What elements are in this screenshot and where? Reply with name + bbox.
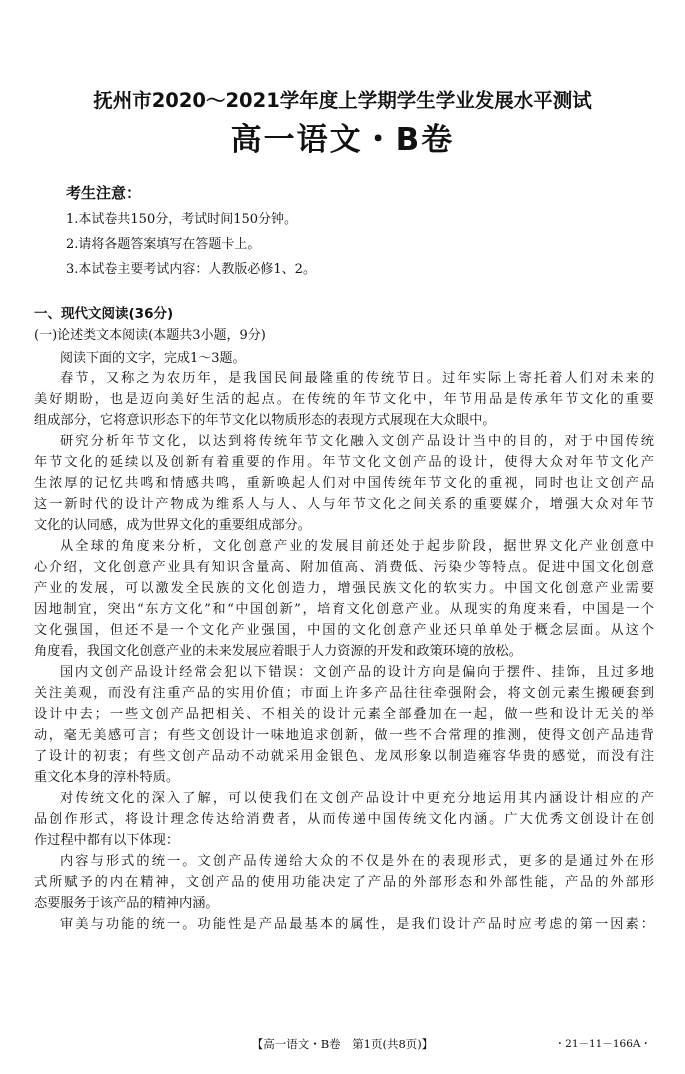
body-line: 作过程中都有以下体现： <box>34 833 180 848</box>
notice-item-1: 1.本试卷共150分，考试时间150分钟。 <box>66 212 298 227</box>
body-line: 重文化本身的淳朴特质。 <box>34 770 180 785</box>
body-line: 态要服务于该产品的精神内涵。 <box>34 896 219 911</box>
body-line: 心介绍，文化创意产业具有知识含量高、附加值高、消费低、污染少等特点。促进中国文化创意 <box>34 560 654 575</box>
exam-title: 抚州市2020～2021学年度上学期学生学业发展水平测试 <box>93 89 592 112</box>
body-line: 文化强国，但还不是一个文化产业强国，中国的文化创意产业还只单单处于概念层面。从这个 <box>34 623 654 638</box>
section-subtitle: (一)论述类文本阅读(本题共3小题，9分) <box>34 328 266 343</box>
footer-page-info: 【高一语文・B卷 第1页(共8页)】 <box>251 1037 434 1051</box>
body-line: 国内文创产品设计经常会犯以下错误：文创产品的设计方向是偏向于摆件、挂饰，且过多地 <box>60 665 654 680</box>
body-line: 内容与形式的统一。文创产品传递给大众的不仅是外在的表现形式，更多的是通过外在形 <box>60 854 654 869</box>
body-line: 审美与功能的统一。功能性是产品最基本的属性，是我们设计产品时应考虑的第一因素： <box>60 917 654 932</box>
notice-item-3: 3.本试卷主要考试内容：人教版必修1、2。 <box>66 262 316 277</box>
body-line: 春节，又称之为农历年，是我国民间最隆重的传统节日。过年实际上寄托着人们对未来的 <box>60 371 654 386</box>
notice-item-2: 2.请将各题答案填写在答题卡上。 <box>66 237 261 252</box>
body-line: 美好期盼，也是迈向美好生活的起点。在传统的年节文化中，年节用品是传承年节文化的重要 <box>34 392 654 407</box>
section-instruction: 阅读下面的文字，完成1～3题。 <box>60 351 246 366</box>
body-line: 研究分析年节文化，以达到将传统年节文化融入文创产品设计当中的目的，对于中国传统 <box>60 434 654 449</box>
body-line: 年节文化的延续以及创新有着重要的作用。年节文化文创产品的设计，使得大众对年节文化产 <box>34 455 654 470</box>
footer-code: ・21－11－166A・ <box>554 1038 651 1050</box>
body-line: 角度看，我国文化创意产业的未来发展应着眼于人力资源的开发和政策环境的放松。 <box>34 644 522 659</box>
body-line: 关注美观，而没有注重产品的实用价值；市面上许多产品往往牵强附会，将文创元素生搬硬套到 <box>34 686 654 701</box>
exam-subtitle: 高一语文・B卷 <box>230 122 455 158</box>
body-line: 文化的认同感，成为世界文化的重要组成部分。 <box>34 518 311 533</box>
section-title: 一、现代文阅读(36分) <box>34 306 174 322</box>
body-line: 因地制宜，突出“东方文化”和“中国创新”，培育文化创意产业。从现实的角度来看，中国是一个 <box>34 602 654 617</box>
body-line: 组成部分，它将意识形态下的年节文化以物质形态的表现方式展现在大众眼中。 <box>34 413 496 428</box>
body-line: 对传统文化的深入了解，可以使我们在文创产品设计中更充分地运用其内涵设计相应的产 <box>60 791 654 806</box>
notice-heading: 考生注意： <box>66 184 142 202</box>
body-line: 动，毫无美感可言；有些文创设计一味地追求创新，做一些不合常理的推测，使得文创产品违背 <box>34 728 654 743</box>
body-line: 了设计的初衷；有些文创产品动不动就采用金银色、龙凤形象以制造雍容华贵的感觉，而没有注 <box>34 749 654 764</box>
body-line: 品创作形式，将设计理念传达给消费者，从而传递中国传统文化内涵。广大优秀文创设计在创 <box>34 812 654 827</box>
body-line: 这一新时代的设计产物成为维系人与人、人与年节文化之间关系的重要媒介，增强大众对年节 <box>34 497 654 512</box>
body-line: 从全球的角度来分析，文化创意产业的发展目前还处于起步阶段，据世界文化产业创意中 <box>60 539 654 554</box>
body-line: 生浓厚的记忆共鸣和情感共鸣，重新唤起人们对中国传统年节文化的重视，同时也让文创产品 <box>34 476 654 491</box>
body-line: 设计中去；一些文创产品把相关、不相关的设计元素全部叠加在一起，做一些和设计无关的举 <box>34 707 654 722</box>
body-line: 产业的发展，可以激发全民族的文化创造力，增强民族文化的软实力。中国文化创意产业需要 <box>34 581 654 596</box>
body-line: 式所赋予的内在精神，文创产品的使用功能决定了产品的外部形态和外部性能，产品的外部形 <box>34 875 654 890</box>
